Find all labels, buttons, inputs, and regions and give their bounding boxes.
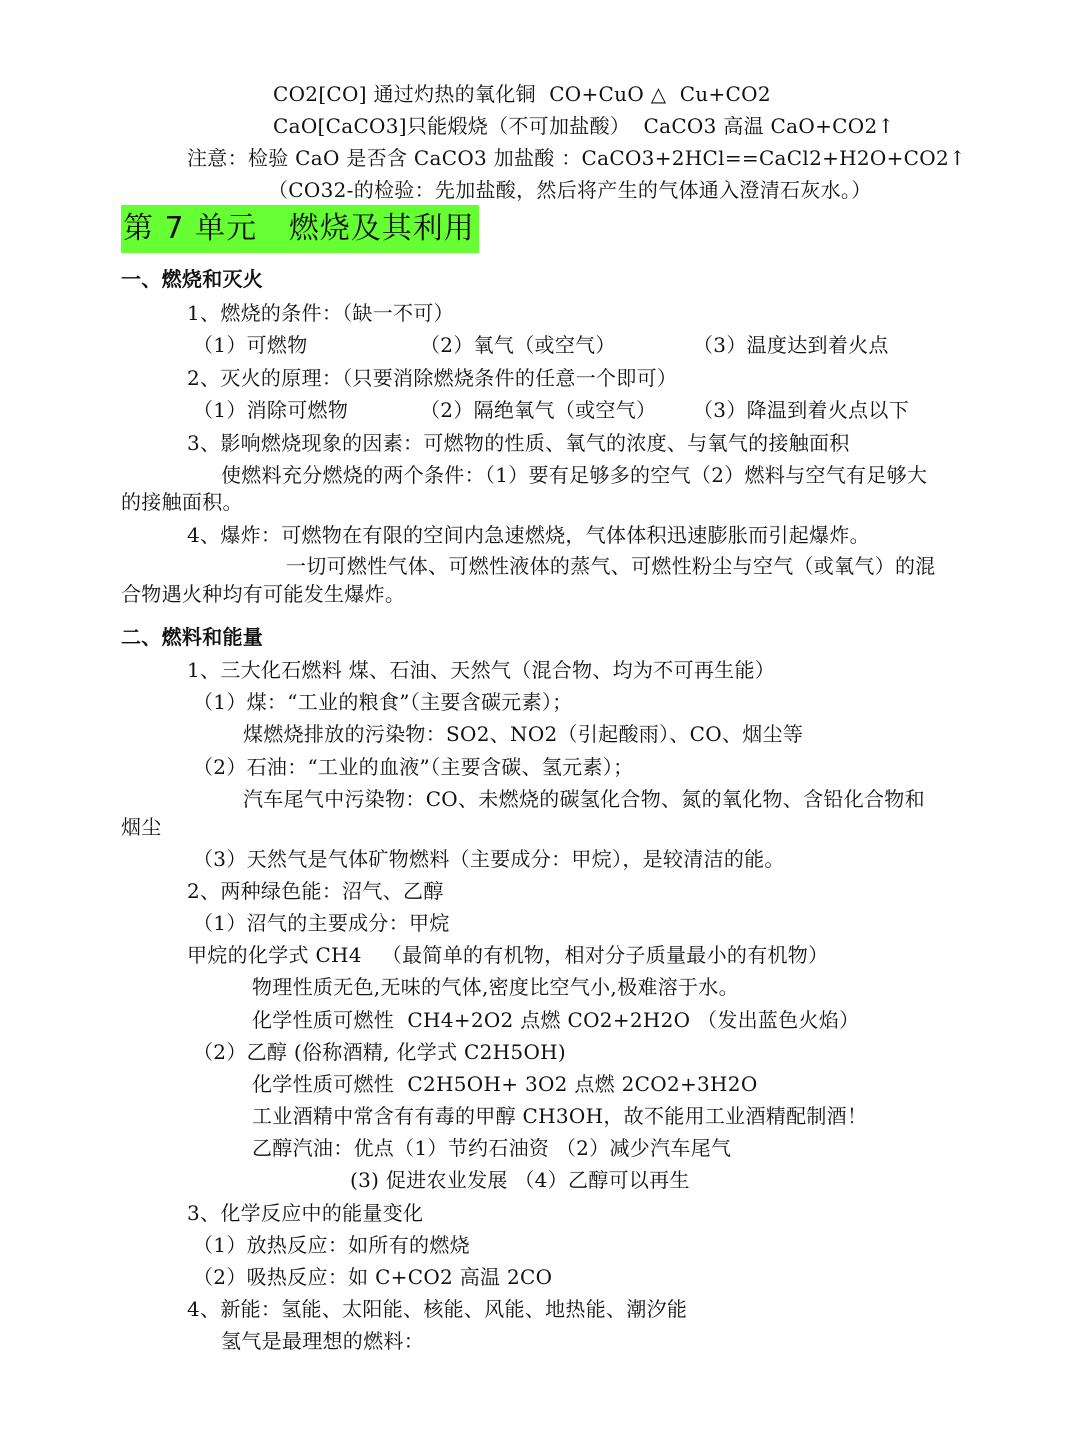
text-line: （1）放热反应：如所有的燃烧 — [193, 1233, 470, 1257]
text-line: (3) 促进农业发展 （4）乙醇可以再生 — [350, 1168, 690, 1192]
text-line: （3）温度达到着火点 — [693, 333, 889, 357]
text-line: （2）乙醇 (俗称酒精, 化学式 C2H5OH) — [193, 1040, 566, 1064]
text-line: （2）石油：“工业的血液”（主要含碳、氢元素）； — [193, 755, 634, 779]
text-line: 注意：检验 CaO 是否含 CaCO3 加盐酸 ：CaCO3+2HCl==CaCl2+H2O+CO2↑ — [187, 146, 967, 170]
text-line: 煤燃烧排放的污染物：SO2、NO2（引起酸雨）、CO、烟尘等 — [243, 722, 804, 746]
text-line: 合物遇火种均有可能发生爆炸。 — [121, 582, 406, 606]
text-line: （1）煤：“工业的粮食”（主要含碳元素）； — [193, 690, 573, 714]
text-line: （2）吸热反应：如 C+CO2 高温 2CO — [193, 1265, 553, 1289]
text-line: 2、灭火的原理：（只要消除燃烧条件的任意一个即可） — [187, 366, 678, 390]
text-line: 烟尘 — [121, 815, 162, 839]
text-line: 汽车尾气中污染物：CO、未燃烧的碳氢化合物、氮的氧化物、含铅化合物和 — [243, 787, 925, 811]
unit-title-highlight — [121, 205, 479, 253]
text-line: 物理性质无色,无味的气体,密度比空气小,极难溶于水。 — [252, 975, 739, 999]
text-line: 3、化学反应中的能量变化 — [187, 1201, 424, 1225]
text-line: （1）沼气的主要成分：甲烷 — [193, 911, 450, 935]
text-line: 3、影响燃烧现象的因素：可燃物的性质、氧气的浓度、与氧气的接触面积 — [187, 431, 850, 455]
text-line: 4、新能：氢能、太阳能、核能、风能、地热能、潮汐能 — [187, 1297, 688, 1321]
text-line: 乙醇汽油：优点（1）节约石油资 （2）减少汽车尾气 — [252, 1136, 732, 1160]
section-heading: 二、燃料和能量 — [121, 625, 264, 649]
text-line: （2）氧气（或空气） — [420, 333, 616, 357]
text-line: 化学性质可燃性 CH4+2O2 点燃 CO2+2H2O （发出蓝色火焰） — [252, 1008, 860, 1032]
text-line: （2）隔绝氧气（或空气） — [420, 398, 657, 422]
text-line: 氢气是最理想的燃料： — [221, 1329, 424, 1353]
text-line: （3）天然气是气体矿物燃料（主要成分：甲烷），是较清洁的能。 — [193, 847, 785, 871]
text-line: 甲烷的化学式 CH4 （最简单的有机物，相对分子质量最小的有机物） — [187, 943, 829, 967]
text-line: （1）可燃物 — [193, 333, 308, 357]
text-line: （CO32-的检验：先加盐酸，然后将产生的气体通入澄清石灰水。） — [268, 178, 872, 202]
text-line: 一切可燃性气体、可燃性液体的蒸气、可燃性粉尘与空气（或氧气）的混 — [286, 554, 936, 578]
unit-title: 第 7 单元 燃烧及其利用 — [123, 211, 475, 246]
text-line: 2、两种绿色能：沼气、乙醇 — [187, 879, 444, 903]
text-line: 化学性质可燃性 C2H5OH+ 3O2 点燃 2CO2+3H2O — [252, 1072, 758, 1096]
text-line: 1、燃烧的条件：（缺一不可） — [187, 301, 454, 325]
text-line: （3）降温到着火点以下 — [693, 398, 910, 422]
text-line: 的接触面积。 — [121, 490, 243, 514]
text-line: 工业酒精中常含有有毒的甲醇 CH3OH，故不能用工业酒精配制酒！ — [252, 1104, 868, 1128]
text-line: （1）消除可燃物 — [193, 398, 349, 422]
text-line: 4、爆炸：可燃物在有限的空间内急速燃烧，气体体积迅速膨胀而引起爆炸。 — [187, 523, 870, 547]
section-heading: 一、燃烧和灭火 — [121, 267, 264, 291]
text-line: 使燃料充分燃烧的两个条件：（1）要有足够多的空气（2）燃料与空气有足够大 — [221, 463, 928, 487]
text-line: 1、三大化石燃料 煤、石油、天然气（混合物、均为不可再生能） — [187, 658, 776, 682]
text-line: CaO[CaCO3]只能煅烧（不可加盐酸） CaCO3 高温 CaO+CO2↑ — [273, 114, 895, 138]
text-line: CO2[CO] 通过灼热的氧化铜 CO+CuO △ Cu+CO2 — [273, 82, 771, 106]
